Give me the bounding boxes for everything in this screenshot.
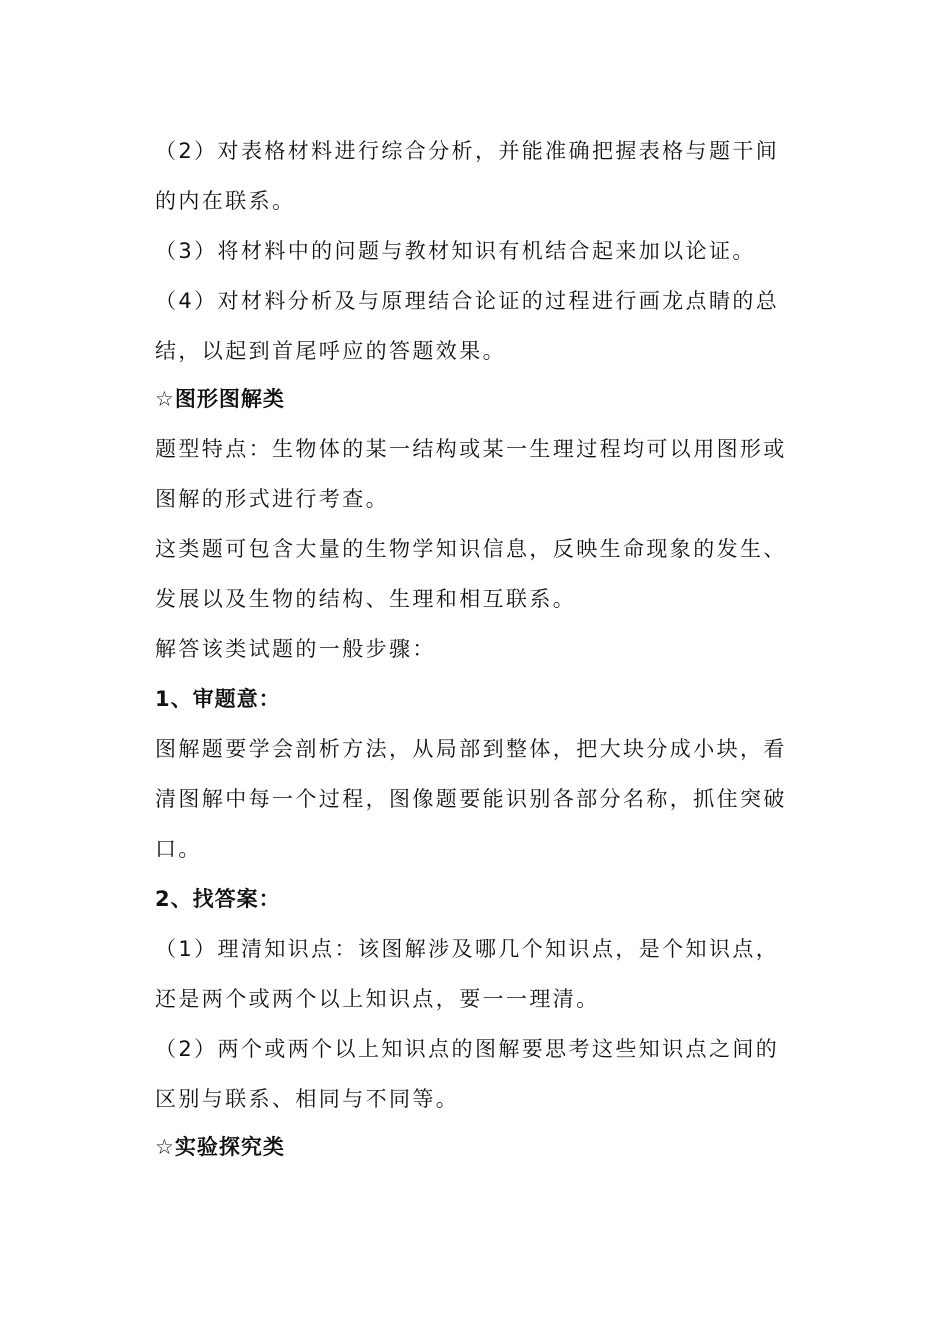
text-line-continuation: 清图解中每一个过程，图像题要能识别各部分名称，抓住突破 bbox=[155, 787, 787, 811]
section-heading-experiment: ☆实验探究类 bbox=[155, 1135, 285, 1159]
text-line-question-features: 题型特点：生物体的某一结构或某一生理过程均可以用图形或 bbox=[155, 437, 787, 461]
text-line-list-item-3: （3）将材料中的问题与教材知识有机结合起来加以论证。 bbox=[155, 239, 756, 263]
text-line-list-item-4: （4）对材料分析及与原理结合论证的过程进行画龙点睛的总 bbox=[155, 289, 780, 313]
text-line-continuation: 图解的形式进行考查。 bbox=[155, 487, 389, 511]
text-line-list-item-1: （1）理清知识点：该图解涉及哪几个知识点，是个知识点， bbox=[155, 937, 780, 961]
text-line-continuation: 发展以及生物的结构、生理和相互联系。 bbox=[155, 587, 577, 611]
step-heading-1: 1、审题意： bbox=[155, 687, 281, 711]
text-line-list-item-2: （2）两个或两个以上知识点的图解要思考这些知识点之间的 bbox=[155, 1037, 780, 1061]
section-heading-graphic-diagram: ☆图形图解类 bbox=[155, 387, 285, 411]
text-line-continuation: 口。 bbox=[155, 837, 202, 861]
text-line-continuation: 区别与联系、相同与不同等。 bbox=[155, 1087, 460, 1111]
text-line-continuation: 结，以起到首尾呼应的答题效果。 bbox=[155, 339, 506, 363]
text-line-continuation: 的内在联系。 bbox=[155, 189, 296, 213]
text-line-paragraph: 图解题要学会剖析方法，从局部到整体，把大块分成小块，看 bbox=[155, 737, 787, 761]
text-line-continuation: 还是两个或两个以上知识点，要一一理清。 bbox=[155, 987, 600, 1011]
step-heading-2: 2、找答案： bbox=[155, 887, 281, 911]
text-line-list-item-2: （2）对表格材料进行综合分析，并能准确把握表格与题干间 bbox=[155, 139, 780, 163]
text-line-steps-intro: 解答该类试题的一般步骤： bbox=[155, 637, 436, 661]
text-line-paragraph: 这类题可包含大量的生物学知识信息，反映生命现象的发生、 bbox=[155, 537, 787, 561]
